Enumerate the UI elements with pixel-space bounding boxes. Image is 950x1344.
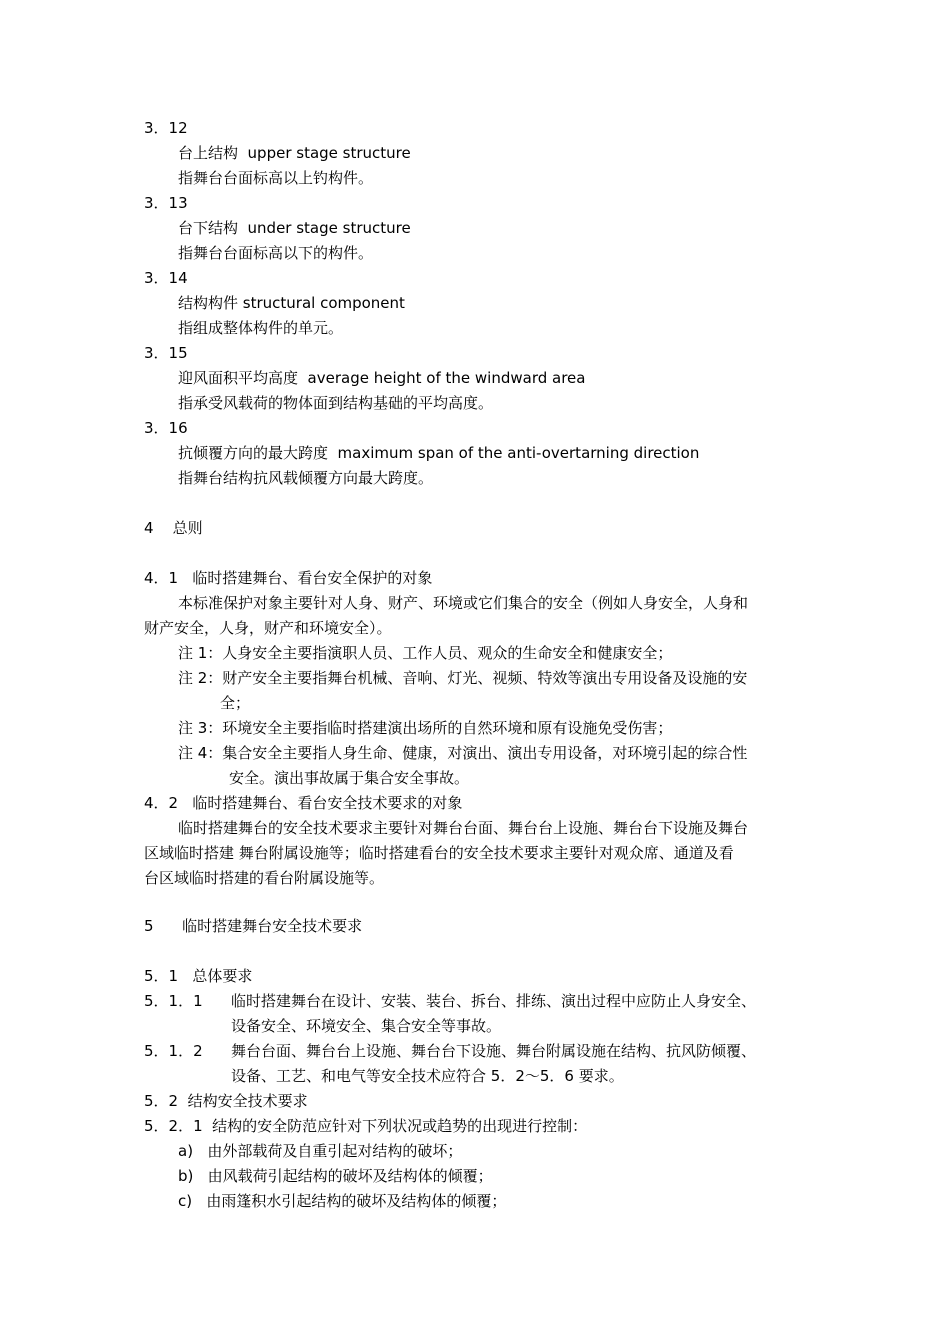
note-2-line-2: 全； bbox=[220, 694, 251, 712]
note-3: 注 3：环境安全主要指临时搭建演出场所的自然环境和原有设施免受伤害； bbox=[178, 719, 673, 737]
list-item-b: b) 由风载荷引起结构的破坏及结构体的倾覆； bbox=[178, 1167, 493, 1185]
list-item-a: a) 由外部载荷及自重引起对结构的破坏； bbox=[178, 1142, 463, 1160]
note-4-line-2: 安全。演出事故属于集合安全事故。 bbox=[229, 769, 470, 787]
chapter-heading-4: 4 总则 bbox=[144, 519, 203, 537]
chapter-heading-5: 5 临时搭建舞台安全技术要求 bbox=[144, 917, 363, 935]
term-max-span-anti-overturning: 抗倾覆方向的最大跨度 maximum span of the anti-overtarning direction bbox=[178, 444, 700, 462]
clause-number-3-16: 3．16 bbox=[144, 419, 188, 437]
clause-number-5-1-1: 5．1．1 bbox=[144, 992, 203, 1010]
definition-max-span-anti-overturning: 指舞台结构抗风载倾覆方向最大跨度。 bbox=[178, 469, 434, 487]
clause-number-3-13: 3．13 bbox=[144, 194, 188, 212]
clause-heading-4-1: 4．1 临时搭建舞台、看台安全保护的对象 bbox=[144, 569, 433, 587]
clause-heading-4-2: 4．2 临时搭建舞台、看台安全技术要求的对象 bbox=[144, 794, 463, 812]
term-structural-component: 结构构件 structural component bbox=[178, 294, 405, 312]
definition-average-height-windward-area: 指承受风载荷的物体面到结构基础的平均高度。 bbox=[178, 394, 494, 412]
term-average-height-windward-area: 迎风面积平均高度 average height of the windward area bbox=[178, 369, 586, 387]
definition-structural-component: 指组成整体构件的单元。 bbox=[178, 319, 344, 337]
note-4-line-1: 注 4：集合安全主要指人身生命、健康，对演出、演出专用设备，对环境引起的综合性 bbox=[178, 744, 748, 762]
clause-number-3-12: 3．12 bbox=[144, 119, 188, 137]
clause-5-1-2-line-2: 设备、工艺、和电气等安全技术应符合 5．2～5．6 要求。 bbox=[231, 1067, 624, 1085]
clause-5-2-1: 5．2．1 结构的安全防范应针对下列状况或趋势的出现进行控制： bbox=[144, 1117, 588, 1135]
clause-heading-5-1: 5．1 总体要求 bbox=[144, 967, 253, 985]
clause-number-3-15: 3．15 bbox=[144, 344, 188, 362]
term-upper-stage-structure: 台上结构 upper stage structure bbox=[178, 144, 411, 162]
definition-under-stage-structure: 指舞台台面标高以下的构件。 bbox=[178, 244, 374, 262]
list-item-c: c) 由雨篷积水引起结构的破坏及结构体的倾覆； bbox=[178, 1192, 507, 1210]
note-1: 注 1：人身安全主要指演职人员、工作人员、观众的生命安全和健康安全； bbox=[178, 644, 673, 662]
clause-heading-5-2: 5．2 结构安全技术要求 bbox=[144, 1092, 308, 1110]
paragraph-4-2-line-2: 区域临时搭建 舞台附属设施等；临时搭建看台的安全技术要求主要针对观众席、通道及看 bbox=[144, 844, 734, 862]
definition-upper-stage-structure: 指舞台台面标高以上钓构件。 bbox=[178, 169, 374, 187]
paragraph-4-1-line-1: 本标准保护对象主要针对人身、财产、环境或它们集合的安全（例如人身安全，人身和 bbox=[178, 594, 749, 612]
clause-5-1-1-line-1: 临时搭建舞台在设计、安装、装台、拆台、排练、演出过程中应防止人身安全、 bbox=[231, 992, 757, 1010]
clause-number-5-1-2: 5．1．2 bbox=[144, 1042, 203, 1060]
clause-number-3-14: 3．14 bbox=[144, 269, 188, 287]
paragraph-4-1-line-2: 财产安全，人身，财产和环境安全）。 bbox=[144, 619, 392, 637]
paragraph-4-2-line-1: 临时搭建舞台的安全技术要求主要针对舞台台面、舞台台上设施、舞台台下设施及舞台 bbox=[178, 819, 749, 837]
term-under-stage-structure: 台下结构 under stage structure bbox=[178, 219, 411, 237]
clause-5-1-1-line-2: 设备安全、环境安全、集合安全等事故。 bbox=[231, 1017, 502, 1035]
paragraph-4-2-line-3: 台区域临时搭建的看台附属设施等。 bbox=[144, 869, 385, 887]
clause-5-1-2-line-1: 舞台台面、舞台台上设施、舞台台下设施、舞台附属设施在结构、抗风防倾覆、 bbox=[231, 1042, 757, 1060]
note-2-line-1: 注 2：财产安全主要指舞台机械、音响、灯光、视频、特效等演出专用设备及设施的安 bbox=[178, 669, 748, 687]
